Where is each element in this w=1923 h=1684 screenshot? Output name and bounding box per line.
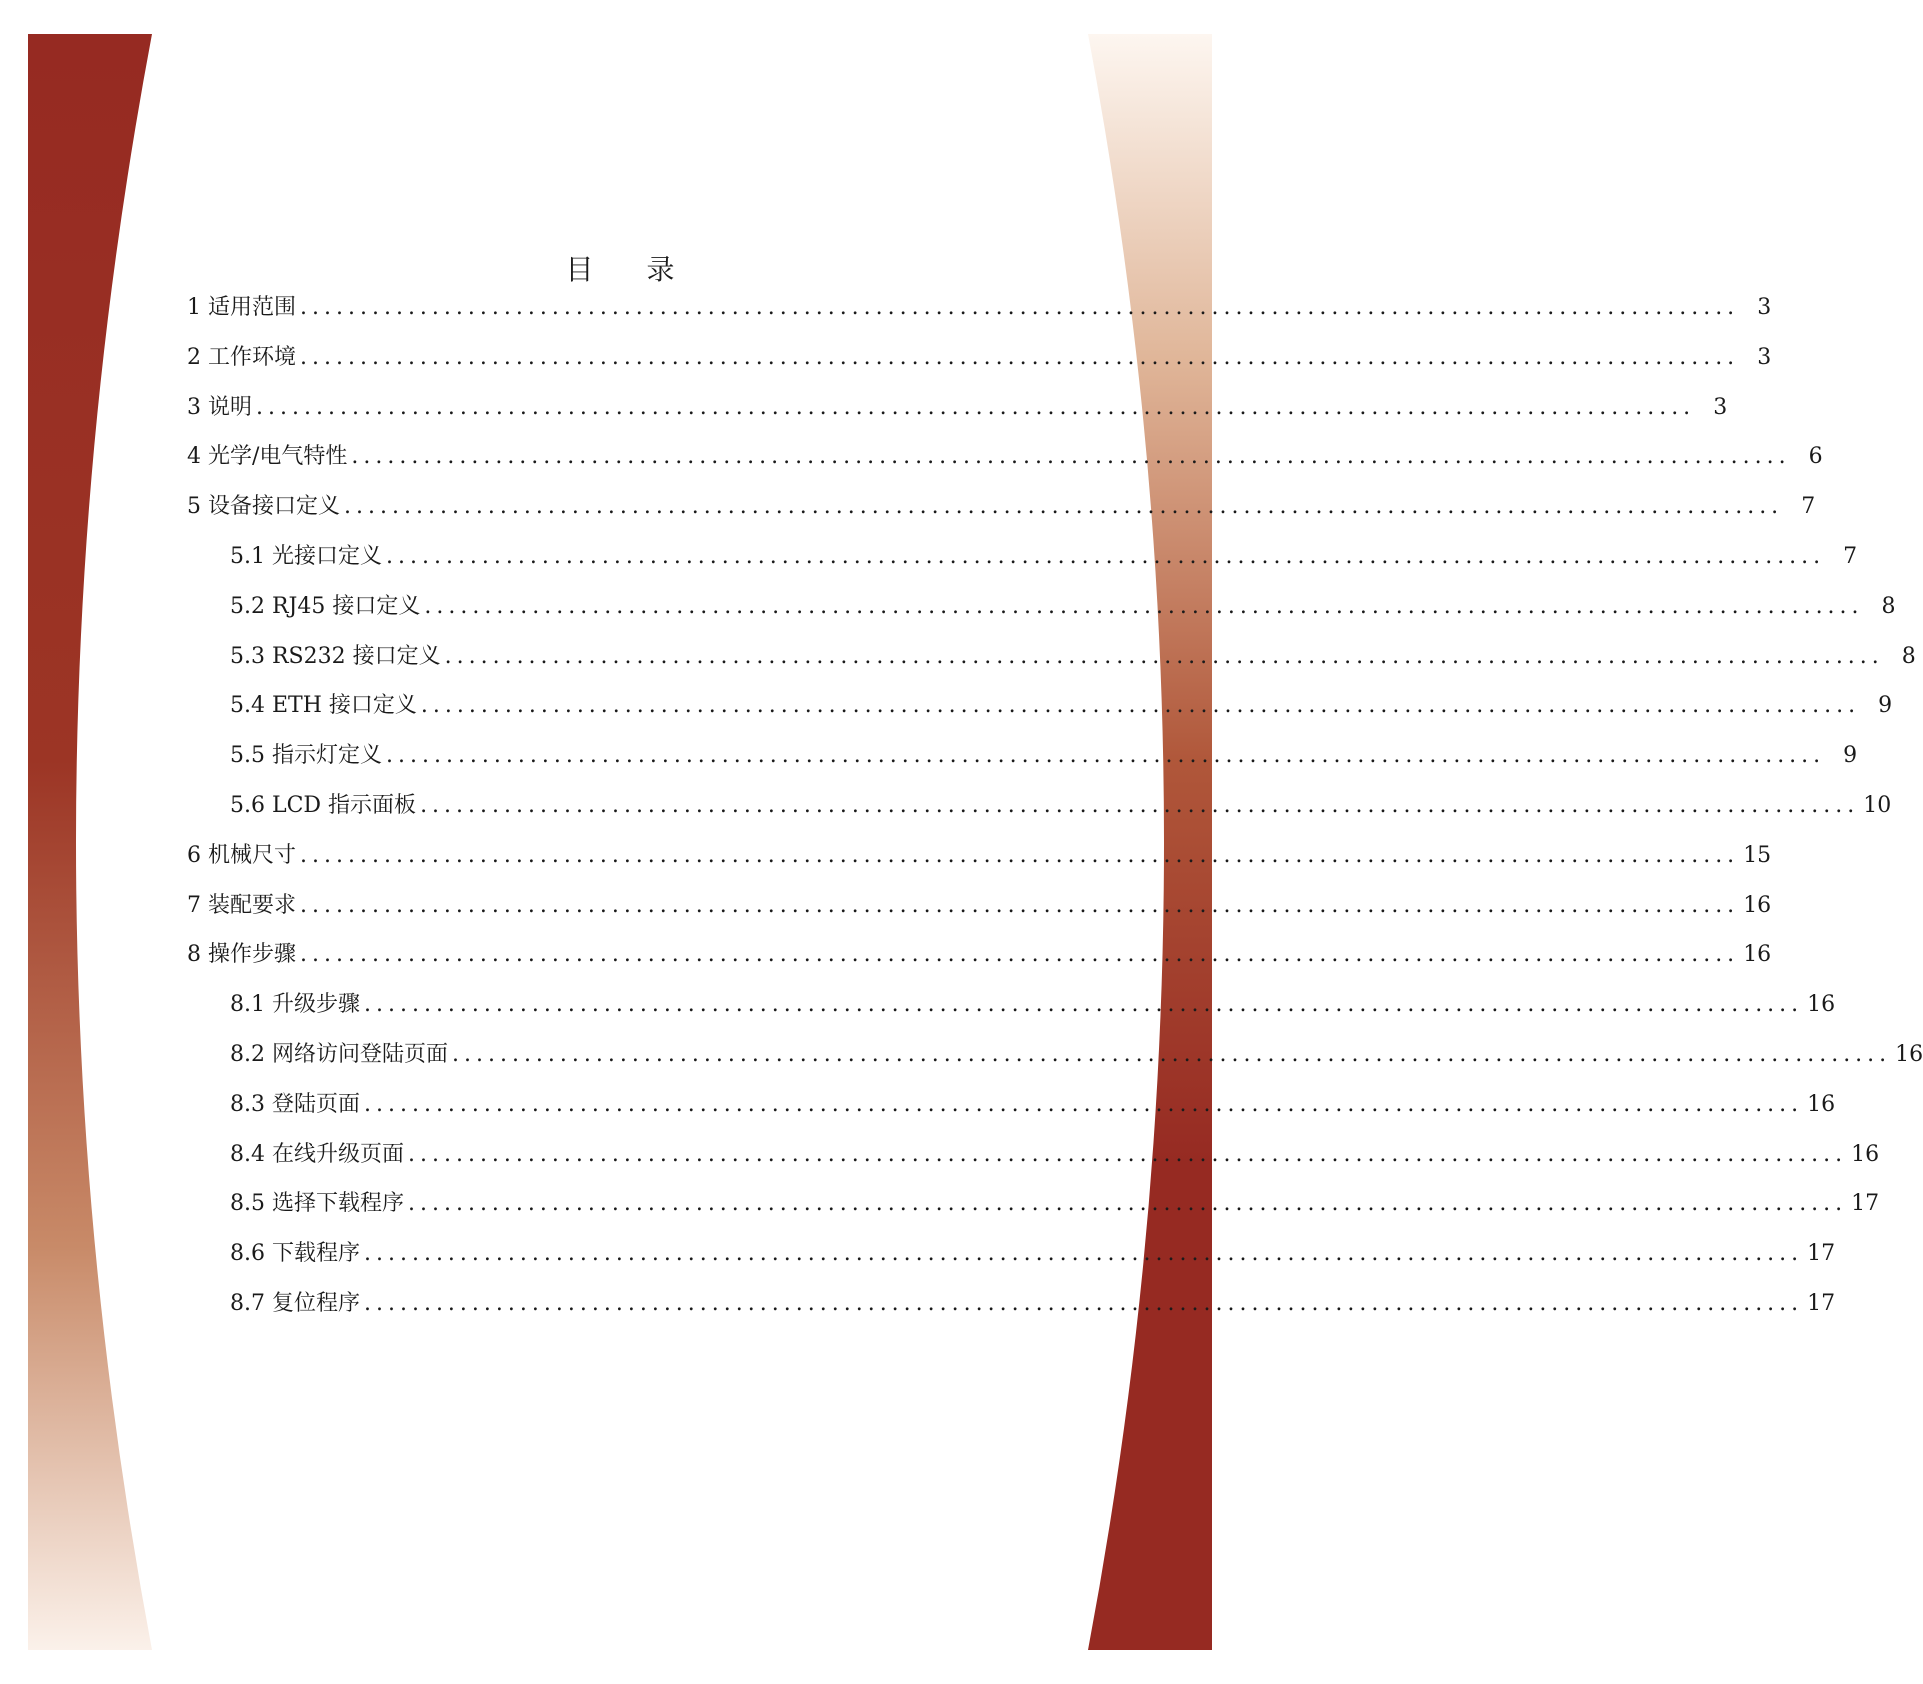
toc-leader-dots: ........................................................................................................................	[363, 1291, 1804, 1316]
toc-entry-page-number: 3	[1757, 295, 1772, 320]
toc-entry[interactable]	[187, 292, 1772, 324]
toc-entry-page-number: 9	[1843, 743, 1858, 769]
toc-entry-page-number: 16	[1743, 942, 1772, 968]
toc-entry-label: 4 光学/电气特性	[187, 444, 348, 470]
toc-entry-label: 8.4 在线升级页面	[230, 1141, 404, 1167]
toc-entry-label: 3 说明	[187, 394, 252, 420]
toc-leader-dots: ........................................................................................................................	[407, 1191, 1848, 1217]
toc-entry-page-number: 16	[1851, 1141, 1880, 1167]
toc-entry-label: 5 设备接口定义	[187, 494, 340, 520]
toc-leader-dots: ........................................................................................................................	[451, 1042, 1892, 1067]
toc-entry[interactable]	[187, 342, 1772, 374]
toc-leader-dots: ........................................................................................................................	[444, 643, 1884, 669]
toc-leader-dots: ........................................................................................................................	[256, 394, 1696, 420]
toc-entry[interactable]	[230, 1238, 1836, 1270]
toc-entry-page-number: 16	[1807, 1091, 1836, 1117]
toc-leader-dots: ........................................................................................................................	[363, 1241, 1804, 1267]
toc-entry-page-number: 17	[1851, 1191, 1880, 1217]
toc-entry[interactable]	[230, 690, 1893, 722]
toc-title: 目 录	[565, 253, 697, 286]
toc-entry[interactable]	[230, 989, 1836, 1021]
toc-entry-page-number: 8	[1881, 593, 1896, 619]
toc-entry[interactable]	[187, 491, 1816, 523]
toc-entry-page-number: 16	[1807, 992, 1836, 1018]
toc-entry[interactable]	[230, 790, 1892, 822]
toc-leader-dots: ........................................................................................................................	[420, 793, 1860, 818]
toc-leader-dots: ........................................................................................................................	[385, 544, 1826, 569]
toc-leader-dots: ........................................................................................................................	[300, 842, 1740, 868]
toc-entry[interactable]	[230, 1188, 1880, 1220]
toc-entry-label: 8.3 登陆页面	[230, 1091, 360, 1117]
toc-entry[interactable]	[187, 392, 1728, 424]
toc-entry-label: 2 工作环境	[187, 344, 296, 370]
toc-entry-page-number: 17	[1807, 1291, 1836, 1316]
toc-leader-dots: ........................................................................................................................	[420, 693, 1861, 719]
toc-leader-dots: ........................................................................................................................	[300, 942, 1740, 968]
toc-leader-dots: ........................................................................................................................	[300, 295, 1740, 320]
toc-entry-page-number: 16	[1743, 892, 1772, 918]
toc-leader-dots: ........................................................................................................................	[407, 1141, 1848, 1167]
toc-entry[interactable]	[230, 591, 1896, 623]
toc-entry[interactable]	[230, 1039, 1923, 1071]
toc-entry-page-number: 7	[1801, 494, 1816, 520]
toc-leader-dots: ........................................................................................................................	[344, 494, 1784, 520]
toc-entry-page-number: 17	[1807, 1241, 1836, 1267]
toc-entry-label: 5.6 LCD 指示面板	[230, 793, 417, 818]
toc-entry[interactable]	[187, 890, 1772, 922]
toc-leader-dots: ........................................................................................................................	[385, 743, 1826, 769]
toc-entry[interactable]	[230, 1288, 1836, 1320]
toc-entry-page-number: 3	[1713, 394, 1728, 420]
toc-entry-label: 8.7 复位程序	[230, 1291, 360, 1316]
toc-leader-dots: ........................................................................................................................	[424, 593, 1864, 619]
toc-entry-page-number: 6	[1808, 444, 1823, 470]
toc-entry-label: 5.2 RJ45 接口定义	[230, 593, 421, 619]
toc-entry[interactable]	[230, 541, 1858, 573]
toc-entry-page-number: 3	[1757, 344, 1772, 370]
toc-leader-dots: ........................................................................................................................	[351, 444, 1791, 470]
toc-entry-page-number: 8	[1901, 643, 1916, 669]
toc-entry-label: 8.5 选择下载程序	[230, 1191, 404, 1217]
toc-entry[interactable]	[230, 740, 1858, 772]
toc-entry-label: 5.5 指示灯定义	[230, 743, 382, 769]
toc-entry[interactable]	[230, 1089, 1836, 1121]
toc-entry-label: 7 装配要求	[187, 892, 296, 918]
toc-entry-label: 8 操作步骤	[187, 942, 296, 968]
toc-entry[interactable]	[187, 939, 1772, 971]
toc-leader-dots: ........................................................................................................................	[300, 892, 1740, 918]
toc-entry-label: 5.1 光接口定义	[230, 544, 382, 569]
toc-entry-label: 8.2 网络访问登陆页面	[230, 1042, 448, 1067]
toc-entry-label: 1 适用范围	[187, 295, 296, 320]
toc-leader-dots: ........................................................................................................................	[363, 992, 1804, 1018]
toc-entry-label: 5.3 RS232 接口定义	[230, 643, 441, 669]
toc-entry[interactable]	[187, 840, 1772, 872]
toc-leader-dots: ........................................................................................................................	[363, 1091, 1804, 1117]
toc-entry-page-number: 15	[1743, 842, 1772, 868]
toc-entry-page-number: 7	[1843, 544, 1858, 569]
toc-entry-page-number: 16	[1895, 1042, 1923, 1067]
toc-entry[interactable]	[187, 441, 1823, 473]
toc-entry[interactable]	[230, 641, 1916, 673]
toc-entry-label: 8.6 下载程序	[230, 1241, 360, 1267]
toc-entry-label: 6 机械尺寸	[187, 842, 296, 868]
toc-entry-label: 5.4 ETH 接口定义	[230, 693, 417, 719]
toc-entry-page-number: 10	[1863, 793, 1892, 818]
toc-entry-label: 8.1 升级步骤	[230, 992, 360, 1018]
toc-entry-page-number: 9	[1878, 693, 1893, 719]
toc-leader-dots: ........................................................................................................................	[300, 344, 1740, 370]
toc-entry[interactable]	[230, 1139, 1880, 1171]
